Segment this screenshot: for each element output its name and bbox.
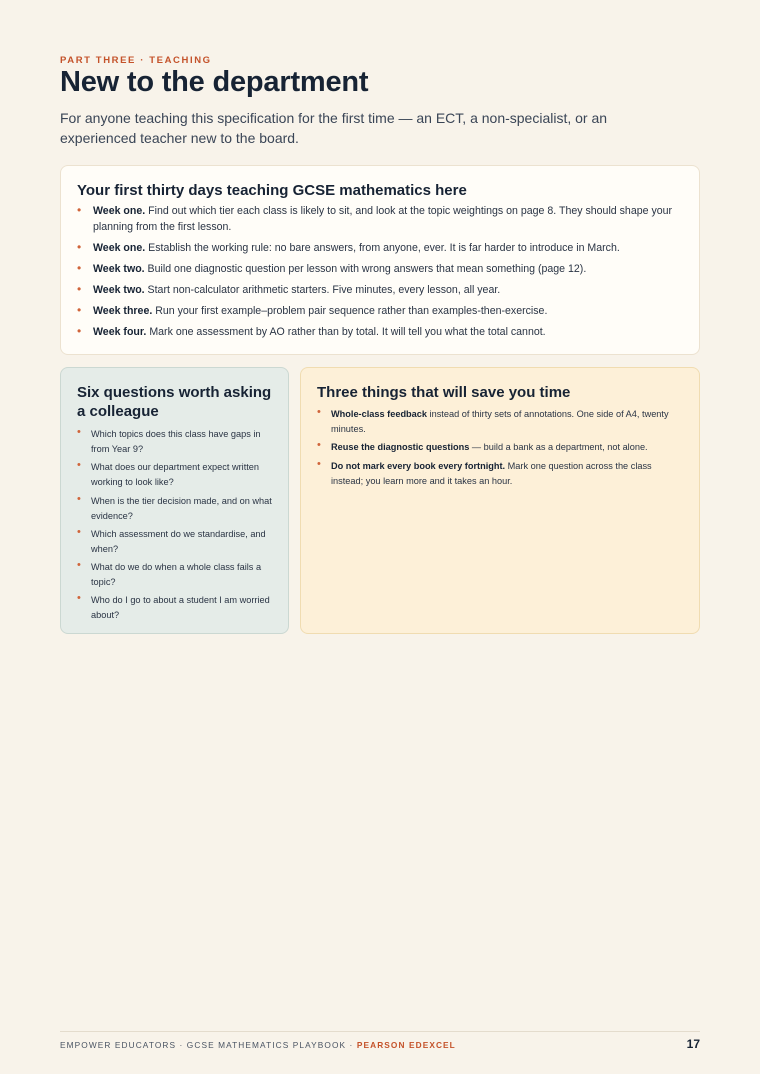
- item-text: — build a bank as a department, not alone.: [469, 442, 648, 453]
- bullet-dot-icon: •: [77, 323, 82, 338]
- item-lead: Whole-class feedback: [331, 409, 427, 419]
- bullet-dot-icon: •: [77, 559, 81, 572]
- item-text: Run your first example–problem pair sequence rather than examples-then-exercise.: [152, 304, 548, 317]
- list-item: [77, 527, 272, 557]
- footer-running-title: [60, 1040, 456, 1050]
- save-time-card: [300, 367, 700, 634]
- list-item: [77, 325, 683, 341]
- item-lead: Week one.: [93, 241, 146, 254]
- six-questions-heading: Six questions worth asking a colleague: [77, 384, 272, 420]
- first-thirty-days-card: [60, 165, 700, 355]
- first-thirty-days-heading: Your first thirty days teaching GCSE mathematics here: [77, 182, 467, 199]
- bullet-dot-icon: •: [77, 302, 82, 317]
- bullet-dot-icon: •: [77, 260, 82, 275]
- item-text: Establish the working rule: no bare answers, from anyone, ever. It is far harder to introduce in March.: [145, 241, 620, 254]
- list-item: [77, 593, 272, 623]
- list-item: [77, 494, 272, 524]
- list-item: [317, 407, 683, 437]
- six-questions-card: [60, 367, 289, 634]
- item-text: Mark one question across the class instead; you learn more and it takes an hour.: [331, 460, 652, 486]
- item-lead: Week two.: [93, 283, 145, 296]
- section-kicker: PART THREE · TEACHING: [60, 55, 212, 66]
- list-item: [77, 304, 683, 320]
- intro-paragraph: For anyone teaching this specification for the first time — an ECT, a non-specialist, or an experienced teacher new to the board.: [60, 110, 608, 146]
- bullet-dot-icon: •: [77, 492, 81, 505]
- item-lead: Reuse the diagnostic questions: [331, 442, 470, 453]
- bullet-dot-icon: •: [77, 281, 82, 296]
- item-text: Which topics does this class have gaps in from Year 9?: [91, 429, 261, 454]
- item-lead: Week three.: [93, 304, 153, 317]
- item-lead: Week four.: [93, 325, 147, 338]
- list-item: [77, 204, 683, 235]
- item-text: instead of thirty sets of annotations. One side of A4, twenty minutes.: [331, 409, 669, 434]
- list-item: [317, 459, 683, 489]
- item-text: When is the tier decision made, and on what evidence?: [91, 495, 272, 521]
- page-title: New to the department: [60, 66, 369, 98]
- item-text: Start non-calculator arithmetic starters. Five minutes, every lesson, all year.: [144, 283, 501, 296]
- bullet-dot-icon: •: [77, 203, 82, 217]
- item-lead: Week one.: [93, 205, 146, 217]
- first-thirty-days-list: [77, 204, 683, 340]
- list-item: [77, 262, 683, 278]
- footer-brand: PEARSON EDEXCEL: [356, 1040, 456, 1050]
- bullet-dot-icon: •: [317, 457, 321, 470]
- list-item: [317, 440, 683, 455]
- footer-text: EMPOWER EDUCATORS · GCSE MATHEMATICS PLAYBOOK ·: [60, 1040, 357, 1050]
- page-number: 17: [686, 1037, 700, 1051]
- item-text: What does our department expect written working to look like?: [91, 462, 260, 488]
- item-text: Who do I go to about a student I am worried about?: [91, 595, 270, 621]
- list-item: [77, 241, 683, 257]
- item-text: Mark one assessment by AO rather than by total. It will tell you what the total cannot.: [146, 325, 546, 338]
- list-item: [77, 283, 683, 299]
- item-text: Build one diagnostic question per lesson with wrong answers that mean something (page 12).: [144, 262, 587, 275]
- bullet-dot-icon: •: [77, 525, 81, 538]
- page: [60, 0, 700, 1074]
- bullet-dot-icon: •: [77, 459, 81, 472]
- item-text: Find out which tier each class is likely to sit, and look at the topic weightings on page 8. They should shape your planning from the first lesson.: [93, 205, 673, 233]
- save-time-heading: Three things that will save you time: [317, 384, 571, 401]
- bullet-dot-icon: •: [317, 406, 321, 418]
- footer-divider: [60, 1031, 700, 1032]
- list-item: [77, 427, 272, 457]
- bullet-dot-icon: •: [77, 426, 81, 438]
- bullet-dot-icon: •: [77, 592, 81, 605]
- item-lead: Do not mark every book every fortnight.: [331, 460, 506, 471]
- save-time-list: [317, 407, 683, 489]
- item-lead: Week two.: [93, 262, 145, 275]
- item-text: What do we do when a whole class fails a topic?: [91, 562, 262, 588]
- six-questions-list: [77, 427, 272, 623]
- bullet-dot-icon: •: [317, 439, 321, 452]
- bullet-dot-icon: •: [77, 239, 82, 254]
- list-item: [77, 460, 272, 490]
- item-text: Which assessment do we standardise, and when?: [91, 528, 266, 554]
- list-item: [77, 560, 272, 590]
